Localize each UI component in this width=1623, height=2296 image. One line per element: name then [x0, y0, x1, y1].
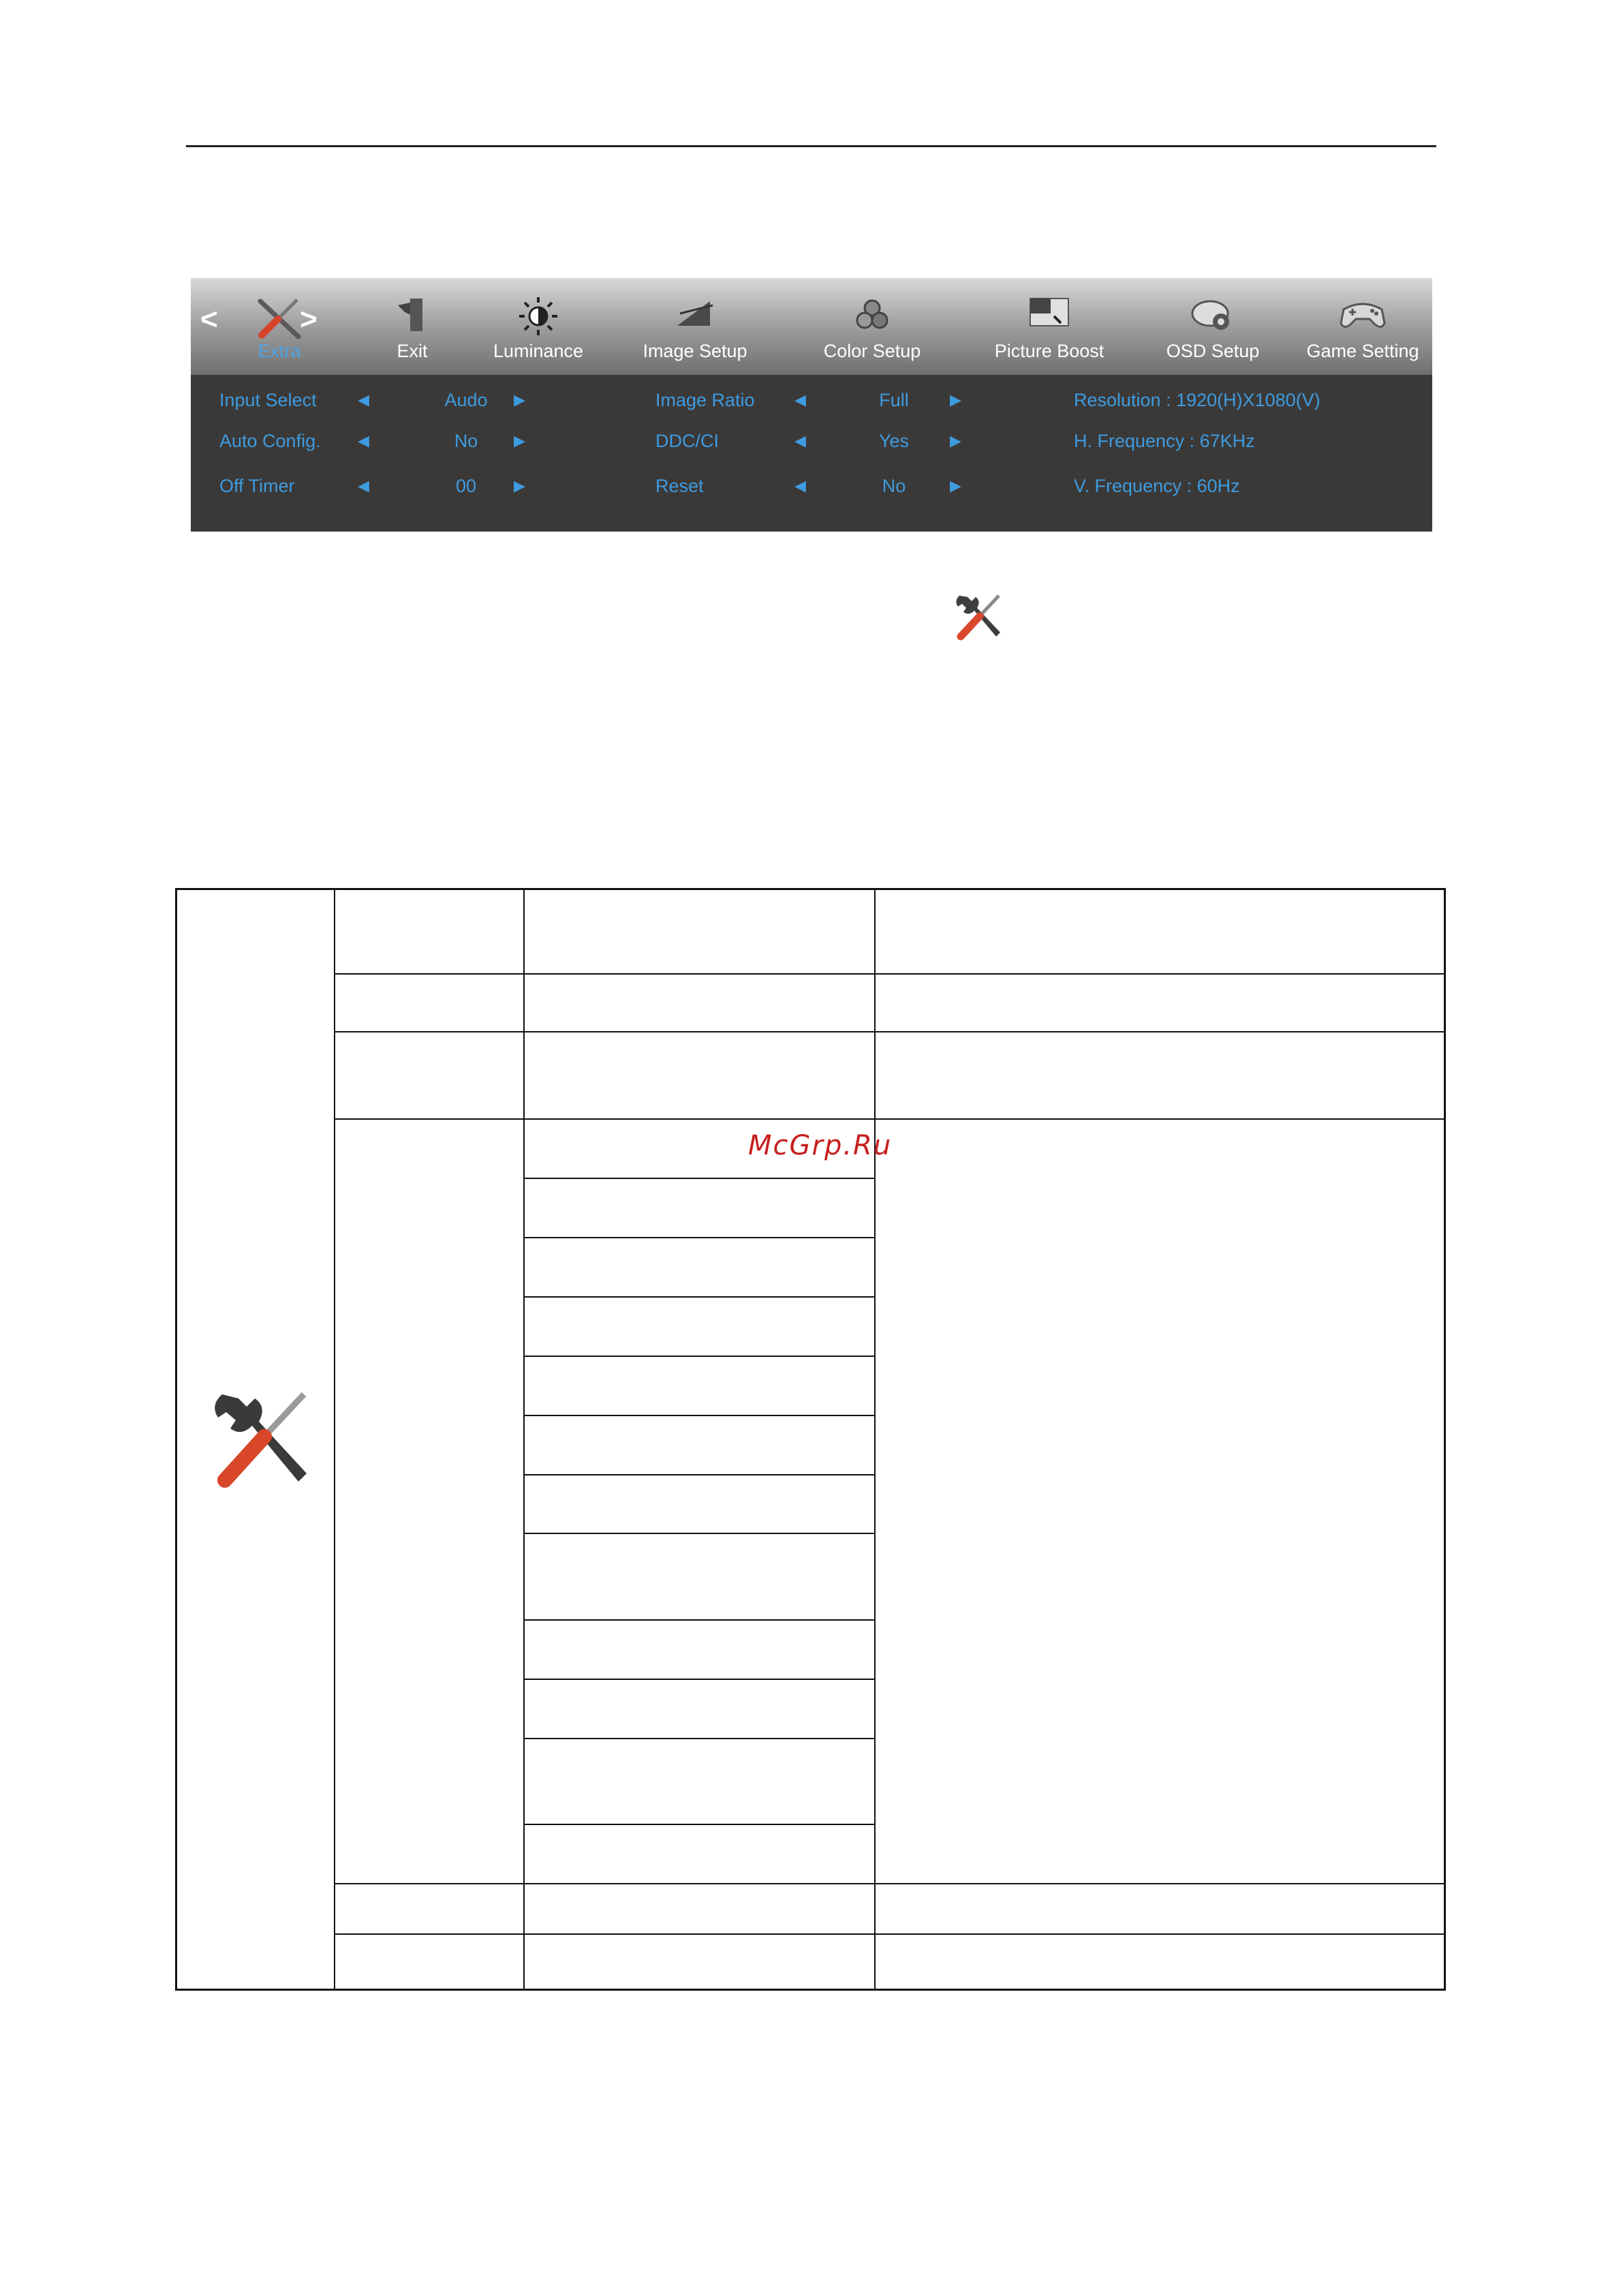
- table-border: [175, 888, 177, 1991]
- decrease-arrow-icon[interactable]: ◀: [794, 432, 806, 449]
- table-row-line: [334, 1883, 1446, 1884]
- tab-game-setting[interactable]: [1291, 278, 1434, 375]
- nav-right-icon[interactable]: >: [300, 303, 318, 336]
- table-subrow-line: [523, 1679, 876, 1680]
- input-select-value: Audo: [444, 390, 488, 410]
- input-select-label: Input Select: [219, 390, 317, 410]
- increase-arrow-icon[interactable]: ▶: [950, 432, 961, 449]
- reset-label: Reset: [655, 476, 704, 496]
- sun-icon: [518, 296, 559, 337]
- tab-extra[interactable]: [232, 278, 327, 375]
- tab-exit[interactable]: [365, 278, 460, 375]
- tab-label: Luminance: [493, 341, 584, 361]
- watermark: McGrp.Ru: [748, 1130, 893, 1161]
- tab-label: Exit: [397, 341, 428, 361]
- ddc-ci-label: DDC/CI: [655, 431, 719, 451]
- decrease-arrow-icon[interactable]: ◀: [794, 391, 806, 408]
- table-subrow-line: [523, 1415, 876, 1416]
- tools-icon: [204, 1388, 315, 1494]
- table-border: [175, 888, 1446, 890]
- tab-osd-setup[interactable]: [1145, 278, 1281, 375]
- table-border: [1444, 888, 1446, 1991]
- osd-tab-bar: [191, 278, 1432, 375]
- image-ratio-label: Image Ratio: [655, 390, 755, 410]
- settings-table: [175, 888, 1446, 1991]
- resolution-info: Resolution : 1920(H)X1080(V): [1074, 390, 1320, 410]
- table-border: [175, 1989, 1446, 1991]
- table-column-line: [334, 888, 335, 1991]
- tab-label: Game Setting: [1306, 341, 1419, 361]
- tab-color-setup[interactable]: [804, 278, 940, 375]
- osd-setup-icon: [1190, 296, 1236, 335]
- table-row-line: [334, 1031, 1446, 1032]
- tab-label: Picture Boost: [994, 341, 1104, 361]
- tab-image-setup[interactable]: [627, 278, 763, 375]
- table-row-line: [334, 1118, 1446, 1120]
- increase-arrow-icon[interactable]: ▶: [950, 391, 961, 408]
- increase-arrow-icon[interactable]: ▶: [950, 477, 961, 494]
- tab-label: OSD Setup: [1166, 341, 1260, 361]
- decrease-arrow-icon[interactable]: ◀: [358, 432, 369, 449]
- table-subrow-line: [523, 1178, 876, 1179]
- table-subrow-line: [523, 1533, 876, 1534]
- table-subrow-line: [523, 1237, 876, 1238]
- increase-arrow-icon[interactable]: ▶: [514, 432, 525, 449]
- auto-config-value: No: [454, 431, 478, 451]
- image-ratio-value: Full: [879, 390, 909, 410]
- tab-label: Extra: [258, 341, 301, 361]
- tools-icon: [951, 592, 1006, 642]
- auto-config-label: Auto Config.: [219, 431, 321, 451]
- table-column-line: [523, 888, 525, 1991]
- table-subrow-line: [523, 1296, 876, 1298]
- table-row-line: [334, 1933, 1446, 1935]
- gamepad-icon: [1337, 296, 1389, 333]
- ddc-ci-value: Yes: [878, 431, 910, 451]
- tools-icon: [253, 296, 305, 341]
- decrease-arrow-icon[interactable]: ◀: [358, 391, 369, 408]
- exit-icon: [395, 296, 429, 334]
- table-column-line: [874, 888, 876, 1991]
- tab-label: Image Setup: [643, 341, 747, 361]
- color-setup-icon: [853, 296, 891, 334]
- h-frequency-info: H. Frequency : 67KHz: [1074, 431, 1255, 451]
- increase-arrow-icon[interactable]: ▶: [514, 391, 525, 408]
- tab-picture-boost[interactable]: [974, 278, 1124, 375]
- reset-value: No: [882, 476, 906, 496]
- table-subrow-line: [523, 1356, 876, 1357]
- off-timer-value: 00: [455, 476, 477, 496]
- increase-arrow-icon[interactable]: ▶: [514, 477, 525, 494]
- picture-boost-icon: [1028, 296, 1070, 328]
- decrease-arrow-icon[interactable]: ◀: [794, 477, 806, 494]
- table-subrow-line: [523, 1824, 876, 1825]
- table-subrow-line: [523, 1474, 876, 1475]
- table-subrow-line: [523, 1738, 876, 1739]
- tab-label: Color Setup: [823, 341, 921, 361]
- table-row-line: [334, 973, 1446, 975]
- tab-luminance[interactable]: [484, 278, 593, 375]
- table-subrow-line: [523, 1619, 876, 1621]
- osd-menu: [191, 278, 1432, 532]
- image-setup-icon: [675, 296, 715, 331]
- off-timer-label: Off Timer: [219, 476, 295, 496]
- v-frequency-info: V. Frequency : 60Hz: [1074, 476, 1240, 496]
- decrease-arrow-icon[interactable]: ◀: [358, 477, 369, 494]
- header-rule: [186, 145, 1436, 147]
- nav-left-icon[interactable]: <: [200, 303, 218, 336]
